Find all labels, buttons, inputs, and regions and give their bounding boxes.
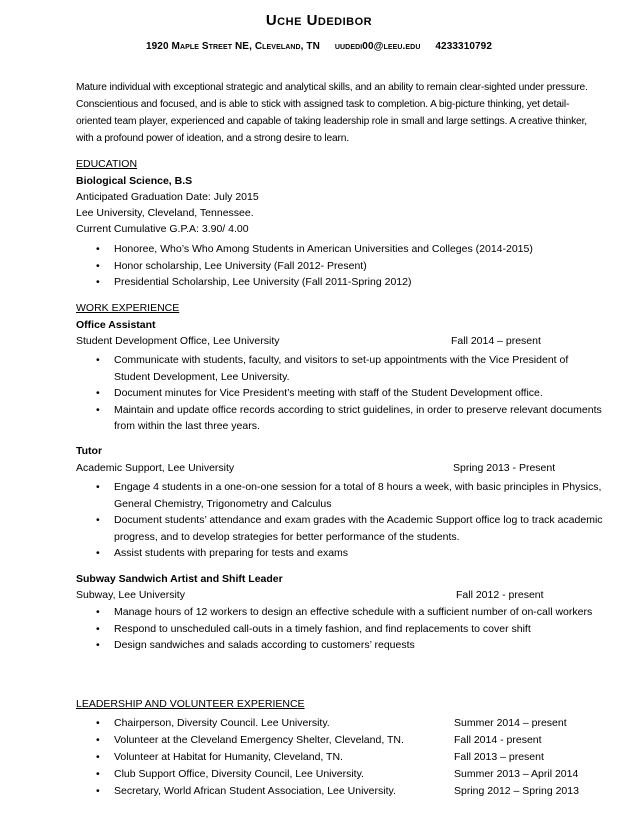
job-bullet: • Maintain and update office records according to strict guidelines, in order to preserve relevant documents from within the last three years. [96, 402, 606, 435]
leadership-text: • Volunteer at Habitat for Humanity, Cleveland, TN. [114, 751, 343, 763]
job-bullets [96, 604, 606, 654]
job-bullet: • Engage 4 students in a one-on-one session for a total of 8 hours a week, with basic principles in Physics, General Chemistry, Trigonometry and Calculus [96, 479, 606, 512]
job-bullet: • Document minutes for Vice President’s meeting with staff of the Student Development office. [96, 385, 606, 402]
job-role: Office Assistant [76, 319, 156, 331]
job-bullet: • Design sandwiches and salads according to customers’ requests [96, 637, 606, 654]
leadership-item [96, 749, 596, 766]
leadership-text: • Secretary, World African Student Association, Lee University. [114, 785, 396, 797]
job-bullets [96, 352, 606, 435]
honors-list [96, 241, 606, 291]
honor-item: • Honoree, Who’s Who Among Students in American Universities and Colleges (2014-2015) [96, 241, 606, 258]
phone: 4233310792 [435, 41, 493, 52]
graduation-date: Anticipated Graduation Date: July 2015 [76, 191, 259, 203]
email: uudedi00@leeu.edu [334, 41, 421, 52]
education-heading: EDUCATION [76, 158, 138, 170]
leadership-dates: Fall 2014 - present [454, 734, 542, 746]
job-dates: Spring 2013 - Present [453, 462, 556, 474]
job-bullet: • Assist students with preparing for tests and exams [96, 545, 606, 562]
leadership-dates: Summer 2013 – April 2014 [454, 768, 579, 780]
job-bullet: • Respond to unscheduled call-outs in a timely fashion, and find replacements to cover shift [96, 621, 606, 638]
honor-item: • Presidential Scholarship, Lee University (Fall 2011-Spring 2012) [96, 274, 606, 291]
job-org: Academic Support, Lee University [76, 462, 235, 474]
honor-item: • Honor scholarship, Lee University (Fall 2012- Present) [96, 258, 606, 275]
job-dates: Fall 2012 - present [456, 589, 544, 601]
address: 1920 Maple Street NE, Cleveland, TN [145, 41, 320, 52]
gpa: Current Cumulative G.P.A: 3.90/ 4.00 [76, 223, 249, 235]
leadership-item [96, 783, 596, 800]
summary-paragraph: Mature individual with exceptional strategic and analytical skills, and an ability to remain clear-sighted under pressure. Conscientious and focused, and is able to stick with assigned task to completion. A big-picture thinking, yet detail-oriented team player, experienced and capable of taking leadership role in small and large settings. A creative thinker, with a profound power of ideation, and a strong desire to learn. [76, 82, 588, 144]
degree: Biological Science, B.S [76, 175, 193, 187]
candidate-name: Uche Udedibor [265, 12, 373, 29]
leadership-dates: Spring 2012 – Spring 2013 [454, 785, 579, 797]
job-org: Student Development Office, Lee University [76, 335, 280, 347]
leadership-item [96, 715, 596, 732]
leadership-item [96, 766, 596, 783]
leadership-dates: Fall 2013 – present [454, 751, 544, 763]
job-bullet: • Manage hours of 12 workers to design an effective schedule with a sufficient number of on-call workers [96, 604, 606, 621]
job-bullets [96, 479, 606, 562]
job-dates: Fall 2014 – present [451, 335, 541, 347]
leadership-dates: Summer 2014 – present [454, 717, 567, 729]
leadership-text: • Club Support Office, Diversity Council, Lee University. [114, 768, 364, 780]
contact-line [0, 41, 638, 52]
leadership-text: • Chairperson, Diversity Council. Lee University. [114, 717, 330, 729]
job-role: Subway Sandwich Artist and Shift Leader [76, 573, 283, 585]
leadership-list [96, 715, 596, 800]
leadership-text: • Volunteer at the Cleveland Emergency Shelter, Cleveland, TN. [114, 734, 404, 746]
job-role: Tutor [76, 445, 103, 457]
work-heading: WORK EXPERIENCE [76, 302, 180, 314]
leadership-item [96, 732, 596, 749]
job-org: Subway, Lee University [76, 589, 185, 601]
school: Lee University, Cleveland, Tennessee. [76, 207, 254, 219]
job-bullet: • Document students’ attendance and exam grades with the Academic Support office log to track academic progress, and to develop strategies for better performance of the students. [96, 512, 606, 545]
job-bullet: • Communicate with students, faculty, and visitors to set-up appointments with the Vice President of Student Development, Lee University. [96, 352, 606, 385]
leadership-heading: LEADERSHIP AND VOLUNTEER EXPERIENCE [76, 698, 305, 710]
